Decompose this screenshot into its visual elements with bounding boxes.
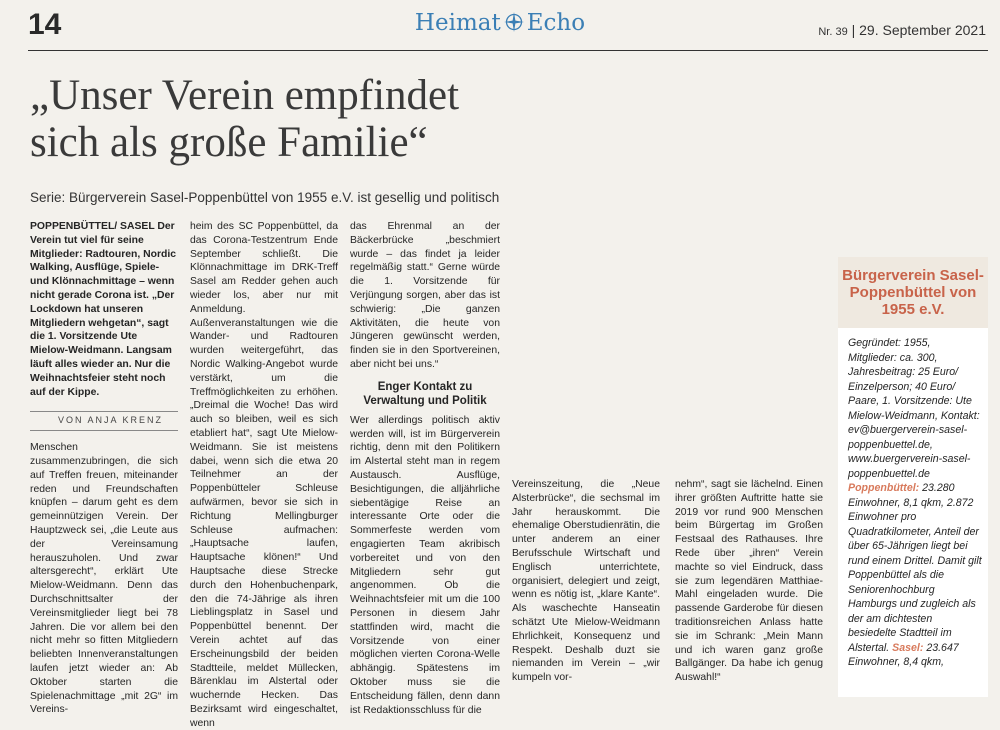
byline: VON ANJA KRENZ — [30, 411, 178, 431]
article-column-2 — [190, 220, 338, 730]
info-box-title: Bürgerverein Sasel-Poppenbüttel von 1955 e.V. — [838, 257, 988, 328]
paper-name-right: Echo — [526, 10, 586, 36]
issue-number: Nr. 39 — [818, 26, 848, 38]
headline-line-2: sich als große Familie“ — [30, 119, 428, 166]
column-5-text: nehm“, sagt sie lächelnd. Einen ihrer größten Auftritte hatte sie 2019 vor rund 900 Menschen beim Bürgertag im Großen Festsaal des Rathauses. Ihre Rede über „ihren“ Verein machte so viel Eindruck, dass sie zum legendären Matthiae-Mahl eingeladen wurde. Die passende Garderobe für diesen traditionsreichen Anlass hatte sie im Schrank: „Mein Mann und ich waren ganz große Ballgänger. Da habe ich genug Auswahl!“ — [675, 479, 823, 684]
info-box-poppenbuettel-label: Poppenbüttel: — [848, 482, 920, 494]
column-1-text: Menschen zusammenzubringen, die sich auf Treffen freuen, miteinander reden und Freundschaften knüpfen – darum geht es dem gemeinnützigen Verein. Der Hauptzweck sei, „die Leute aus der Vereinsamung herauszuholen. Und zwar altersgerecht“, erklärt Ute Mielow-Weidmann. Denn das Durchschnittsalter der Vereinsmitglieder liegt bei 78 Jahren. Die vor allem bei den nicht mehr so fitten Mitgliedern beliebten Innenveranstaltungen laufen jetzt wieder an: Ab Oktober starten die Spielenachmittage „mit 2G“ im Vereins- — [30, 442, 178, 716]
info-box — [838, 257, 988, 697]
issue-separator: | — [851, 22, 856, 38]
header-divider — [28, 50, 988, 51]
subheadline: Serie: Bürgerverein Sasel-Poppenbüttel von 1955 e.V. ist gesellig und politisch — [30, 190, 500, 205]
column-4-text: Vereinszeitung, die „Neue Alsterbrücke“, die sechsmal im Jahr herauskommt. Die ehemalige Oberstudienrätin, die unter anderem an einer Berufsschule Wirtschaft und Englisch unterrichtete, organisiert, delegiert und zeigt, wenn es nötig ist, „klare Kante“. Als waschechte Hanseatin schätzt Ute Mielow-Weidmann Ehrlichkeit, Konsequenz und Respekt. Deshalb duzt sie niemanden im Verein – „wir kumpeln vor- — [512, 479, 660, 684]
info-box-sasel-text: 23.647 Einwohner, 8,4 qkm, — [848, 641, 959, 668]
article-column-3 — [350, 220, 500, 717]
column-3-text-a: das Ehrenmal an der Bäckerbrücke „beschmiert wurde – das findet ja leider regelmäßig statt.“ Gerne würde die 1. Vorsitzende für Verjüngung sorgen, aber das ist schwierig: „Die ganzen Aktivitäten, die heute von Jüngeren gewünscht werden, finden sie in den Sportvereinen, aber nicht bei uns.“ — [350, 221, 500, 370]
info-box-club-facts: Gegründet: 1955, Mitglieder: ca. 300, Jahresbeitrag: 25 Euro/ Einzelperson; 40 Euro/ Paare, 1. Vorsitzende: Ute Mielow-Weidmann, Kontakt: ev@buergerverein-sasel-poppenbuettel.de, www.buergerverein-sasel-poppenbuettel.de — [848, 337, 980, 480]
column-3-text-b: Wer allerdings politisch aktiv werden will, ist im Bürgerverein richtig, denn mit den Politikern im Alstertal steht man in regem Austausch. Ausflüge, Besichtigungen, die alljährliche siebentägige Reise an interessante Orte oder die Sommerfeste werden vom engagierten Team akribisch vorbereitet und von den Mitgliedern sehr gut angenommen. Ob die Weihnachtsfeier mit um die 100 Personen in diesem Jahr stattfinden wird, macht die Vorsitzende von einer möglichen vierten Corona-Welle abhängig. Spätestens im Oktober muss sie die Entscheidung fällen, denn dann ist Redaktionsschluss für die — [350, 414, 500, 716]
info-box-poppenbuettel-text: 23.280 Einwohner, 8,1 qkm, 2.872 Einwohner pro Quadratkilometer, Anteil der über 65-Jährigen liegt bei rund einem Drittel. Damit gilt Poppenbüttel als die Seniorenhochburg Hamburgs und zugleich als der am dichtesten besiedelte Stadtteil im Alstertal. — [848, 482, 982, 654]
paper-name-left: Heimat — [414, 10, 501, 36]
info-box-sasel-label: Sasel: — [892, 641, 924, 654]
headline — [30, 72, 750, 166]
article-column-4 — [512, 478, 660, 685]
headline-line-1: „Unser Verein empfindet — [30, 72, 460, 119]
article-column-1 — [30, 220, 178, 717]
article-column-5 — [675, 478, 823, 685]
article-lead: POPPENBÜTTEL/ SASEL Der Verein tut viel für seine Mitglieder: Radtouren, Nordic Walking, Ausflüge, Spiele- und Klönnachmittage – wenn nicht gerade Corona ist. „Der Lockdown hat unseren Mitgliedern wehgetan“, sagt die 1. Vorsitzende Ute Mielow-Weidmann. Langsam läuft alles wieder an. Nur die Weihnachtsfeier steht noch auf der Kippe. — [30, 221, 177, 398]
section-subhead: Enger Kontakt zu Verwaltung und Politik — [363, 380, 487, 407]
compass-icon — [503, 11, 525, 33]
column-2-text: heim des SC Poppenbüttel, da das Corona-Testzentrum Ende September schließt. Die Klönnachmittage im DRK-Treff Sasel am Redder gehen auch wieder los, aber nur mit Anmeldung. Außenveranstaltungen wie die Wander- und Radtouren wurden weitergeführt, das Nordic Walking-Angebot wurde verstärkt, um die Treffmöglichkeiten zu erhöhen. „Dreimal die Woche! Das wird auch so bleiben, weil es sich etabliert hat“, sagt Ute Mielow-Weidmann. Sie ist meistens dabei, wenn sich die etwa 20 Teilnehmer an der Poppenbütteler Schleuse aufwärmen, bevor sie sich in Richtung Mellingburger Schleuse aufmachen: „Hauptsache laufen, Hauptsache klönen!“ Und Hauptsache diese Strecke durch den Hohenbuchenpark, den die 74-Jährige als ihren Lieblingsplatz in Sasel und Poppenbüttel benennt. Der Verein achtet auf das Erscheinungsbild der beiden Stadtteile, meldet Müllecken, Bärenklau im Alstertal oder wuchernde Hecken. Das Bezirksamt wird eingeschaltet, wenn — [190, 221, 338, 729]
page-number: 14 — [28, 8, 62, 41]
issue-date: 29. September 2021 — [859, 22, 986, 38]
info-box-body — [838, 328, 988, 670]
issue-info — [818, 22, 986, 38]
